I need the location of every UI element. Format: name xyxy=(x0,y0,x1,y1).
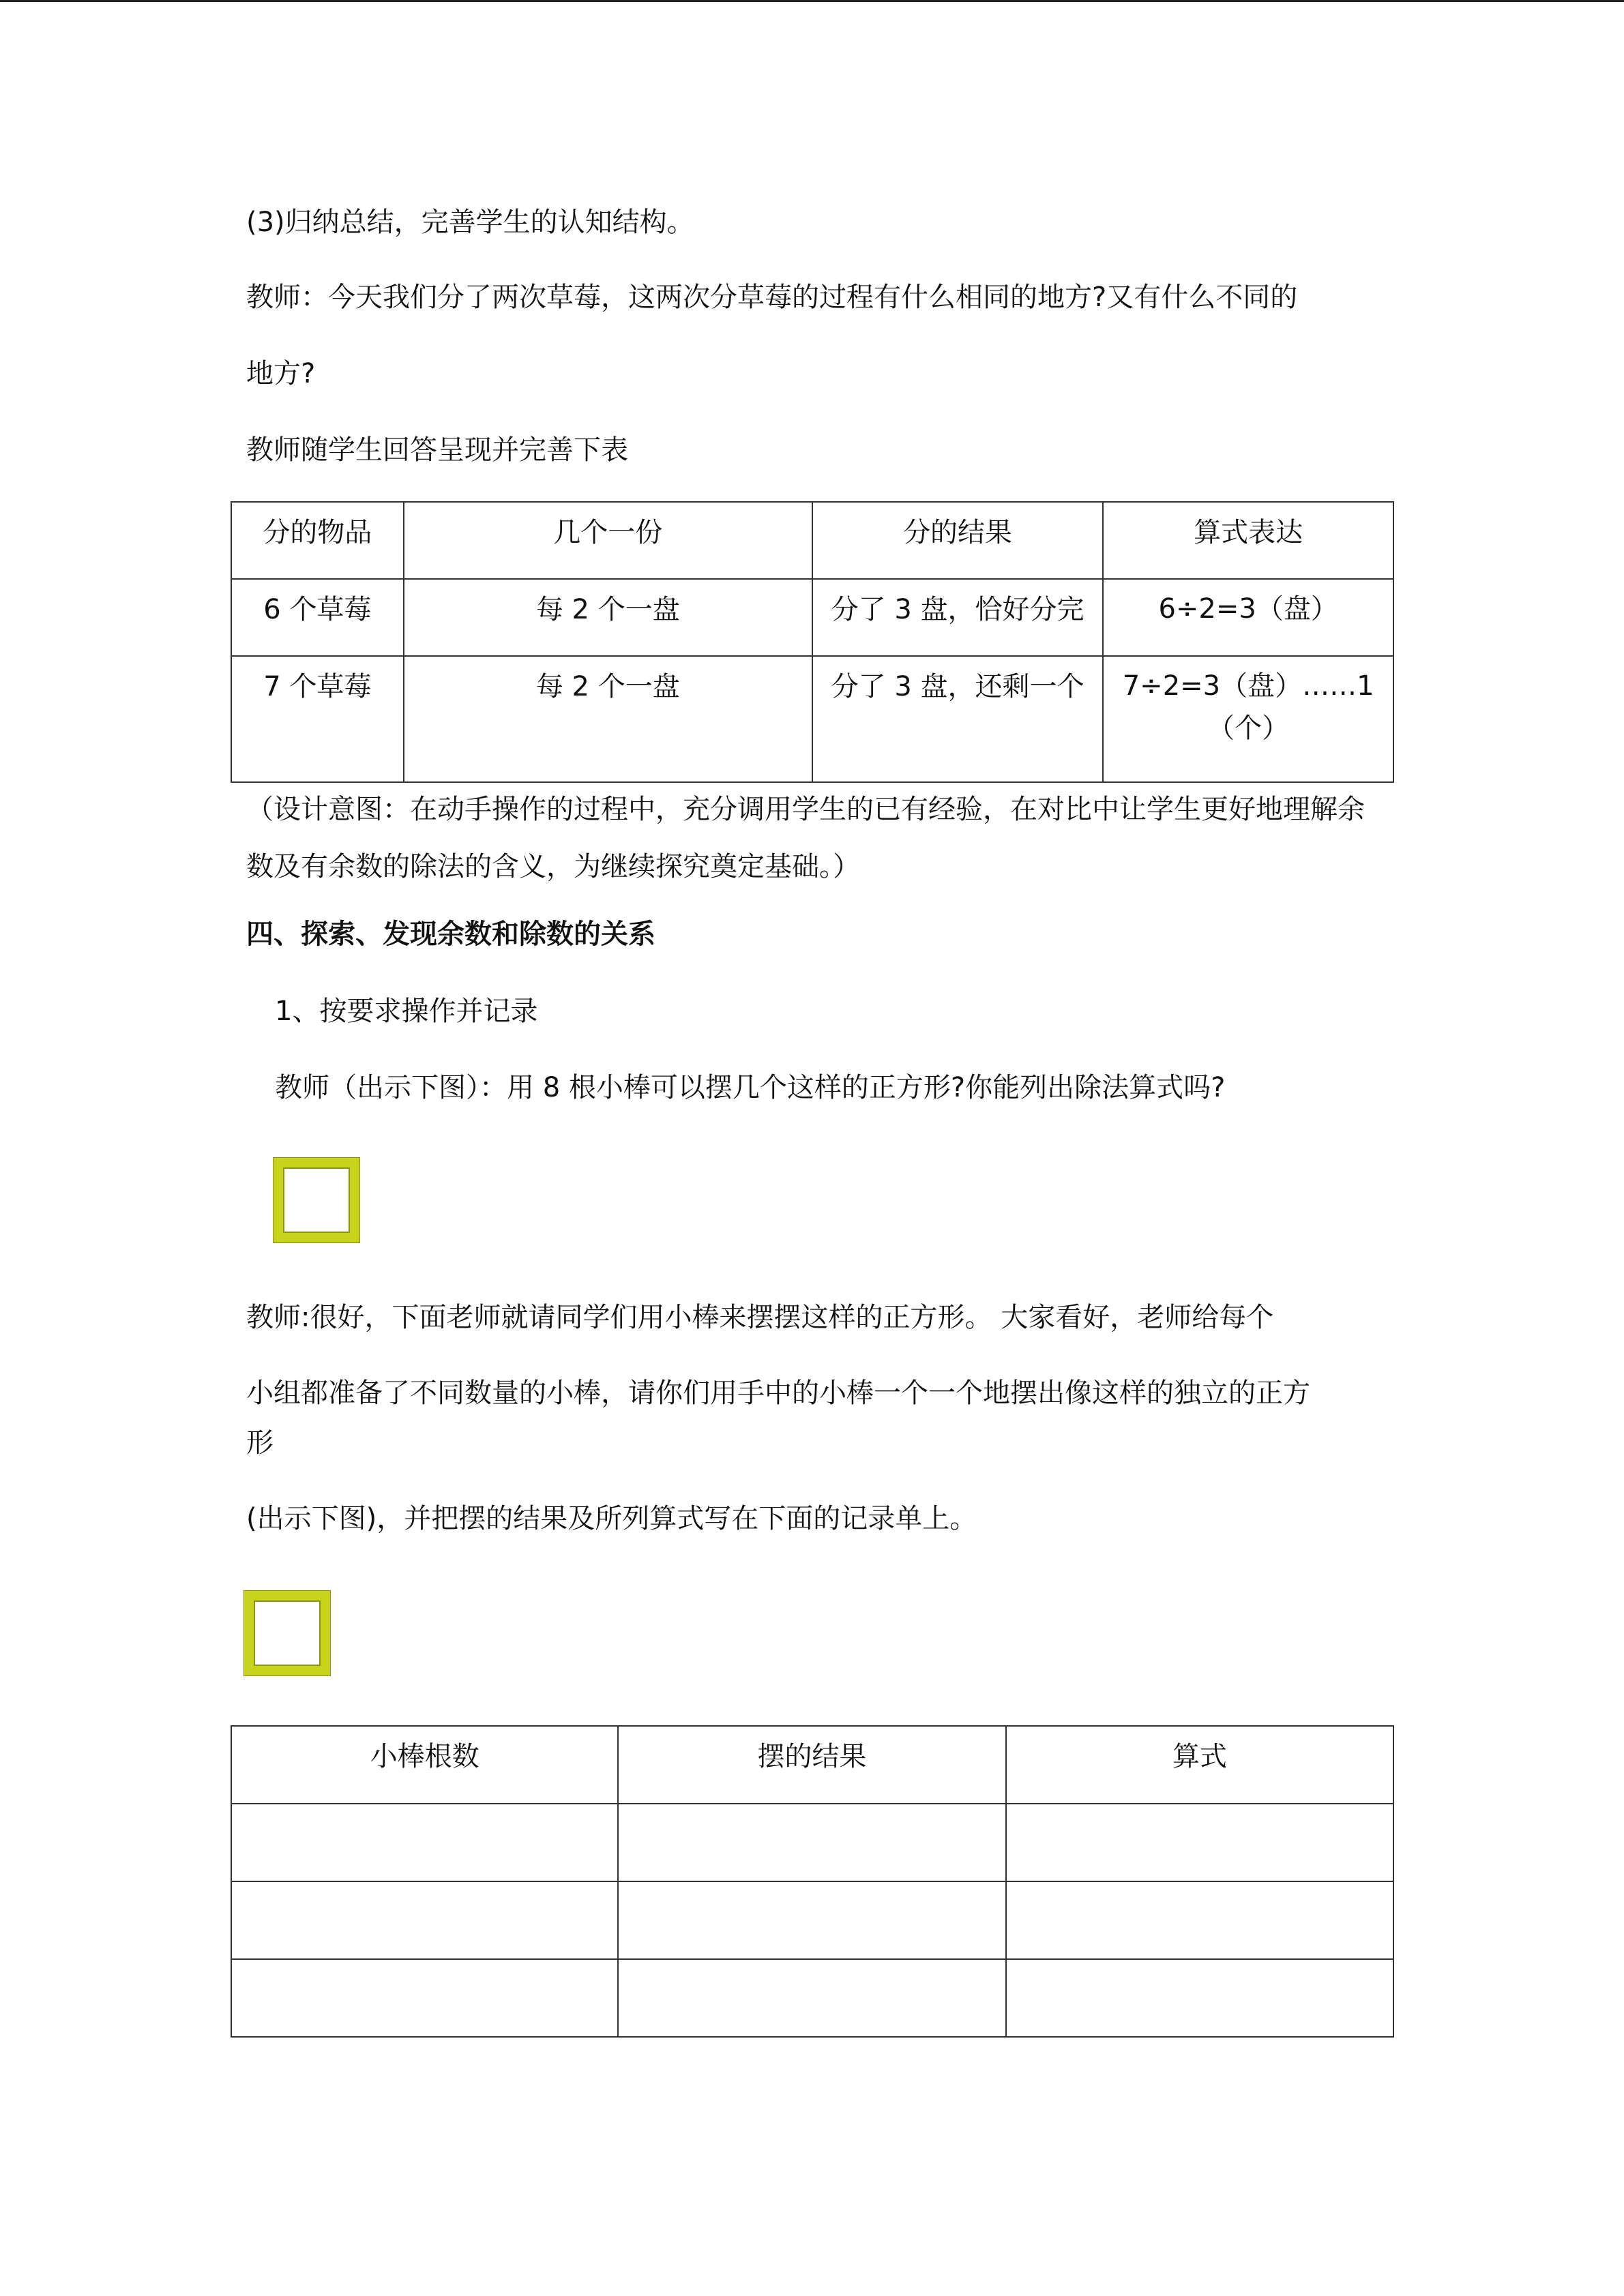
record-cell[interactable] xyxy=(618,1881,1005,1959)
record-header-result: 摆的结果 xyxy=(618,1726,1005,1804)
teacher-instruction-line3: 形 xyxy=(246,1427,274,1459)
cell-item: 7 个草莓 xyxy=(231,656,404,782)
record-cell[interactable] xyxy=(1006,1959,1393,2037)
cell-result: 分了 3 盘，还剩一个 xyxy=(812,656,1103,782)
record-cell[interactable] xyxy=(618,1804,1005,1881)
record-cell[interactable] xyxy=(618,1959,1005,2037)
compare-table xyxy=(231,501,1394,783)
section3-title: (3)归纳总结，完善学生的认知结构。 xyxy=(246,207,694,238)
table-row xyxy=(231,1881,1393,1959)
design-intent: （设计意图：在动手操作的过程中，充分调用学生的已有经验，在对比中让学生更好地理解余数及有余数的除法的含义，为继续探究奠定基础。） xyxy=(246,794,1365,882)
teacher-question-line1: 教师：今天我们分了两次草莓，这两次分草莓的过程有什么相同的地方?又有什么不同的 xyxy=(246,282,1298,313)
cell-result: 分了 3 盘，恰好分完 xyxy=(812,579,1103,656)
record-cell[interactable] xyxy=(231,1959,618,2037)
record-cell[interactable] xyxy=(1006,1881,1393,1959)
compare-header-result: 分的结果 xyxy=(812,502,1103,579)
stick-square-icon xyxy=(273,1157,360,1243)
formula-text-line2: （个） xyxy=(1207,713,1290,744)
compare-table-header-row xyxy=(231,502,1393,579)
record-table-header-row xyxy=(231,1726,1393,1804)
record-cell[interactable] xyxy=(1006,1804,1393,1881)
table-intro: 教师随学生回答呈现并完善下表 xyxy=(246,434,628,466)
teacher-question-line2: 地方? xyxy=(246,358,316,389)
cell-item: 6 个草莓 xyxy=(231,579,404,656)
cell-formula xyxy=(1103,656,1393,782)
table-row xyxy=(231,656,1393,782)
cell-per-share: 每 2 个一盘 xyxy=(404,579,812,656)
section4-heading: 四、探索、发现余数和除数的关系 xyxy=(246,919,655,950)
compare-header-per-share: 几个一份 xyxy=(404,502,812,579)
teacher-instruction-line4: (出示下图)，并把摆的结果及所列算式写在下面的记录单上。 xyxy=(246,1503,977,1534)
teacher-instruction-line2: 小组都准备了不同数量的小棒，请你们用手中的小棒一个一个地摆出像这样的独立的正方 xyxy=(246,1377,1310,1409)
teacher-show-question: 教师（出示下图）：用 8 根小棒可以摆几个这样的正方形?你能列出除法算式吗? xyxy=(275,1072,1226,1103)
page-top-border xyxy=(0,0,1624,2)
record-cell[interactable] xyxy=(231,1804,618,1881)
formula-text: 7÷2=3（盘）……1 xyxy=(1122,670,1374,702)
cell-per-share: 每 2 个一盘 xyxy=(404,656,812,782)
cell-formula xyxy=(1103,579,1393,656)
table-row xyxy=(231,1804,1393,1881)
compare-header-item: 分的物品 xyxy=(231,502,404,579)
table-row xyxy=(231,1959,1393,2037)
record-header-stick-count: 小棒根数 xyxy=(231,1726,618,1804)
record-table xyxy=(231,1725,1394,2038)
table-row xyxy=(231,579,1393,656)
step1-label: 1、按要求操作并记录 xyxy=(275,996,538,1027)
record-cell[interactable] xyxy=(231,1881,618,1959)
compare-header-formula: 算式表达 xyxy=(1103,502,1393,579)
teacher-instruction-line1: 教师:很好，下面老师就请同学们用小棒来摆摆这样的正方形。 大家看好，老师给每个 xyxy=(246,1302,1274,1333)
formula-text: 6÷2=3（盘） xyxy=(1158,593,1338,625)
record-header-formula: 算式 xyxy=(1006,1726,1393,1804)
stick-square-icon xyxy=(243,1590,331,1676)
